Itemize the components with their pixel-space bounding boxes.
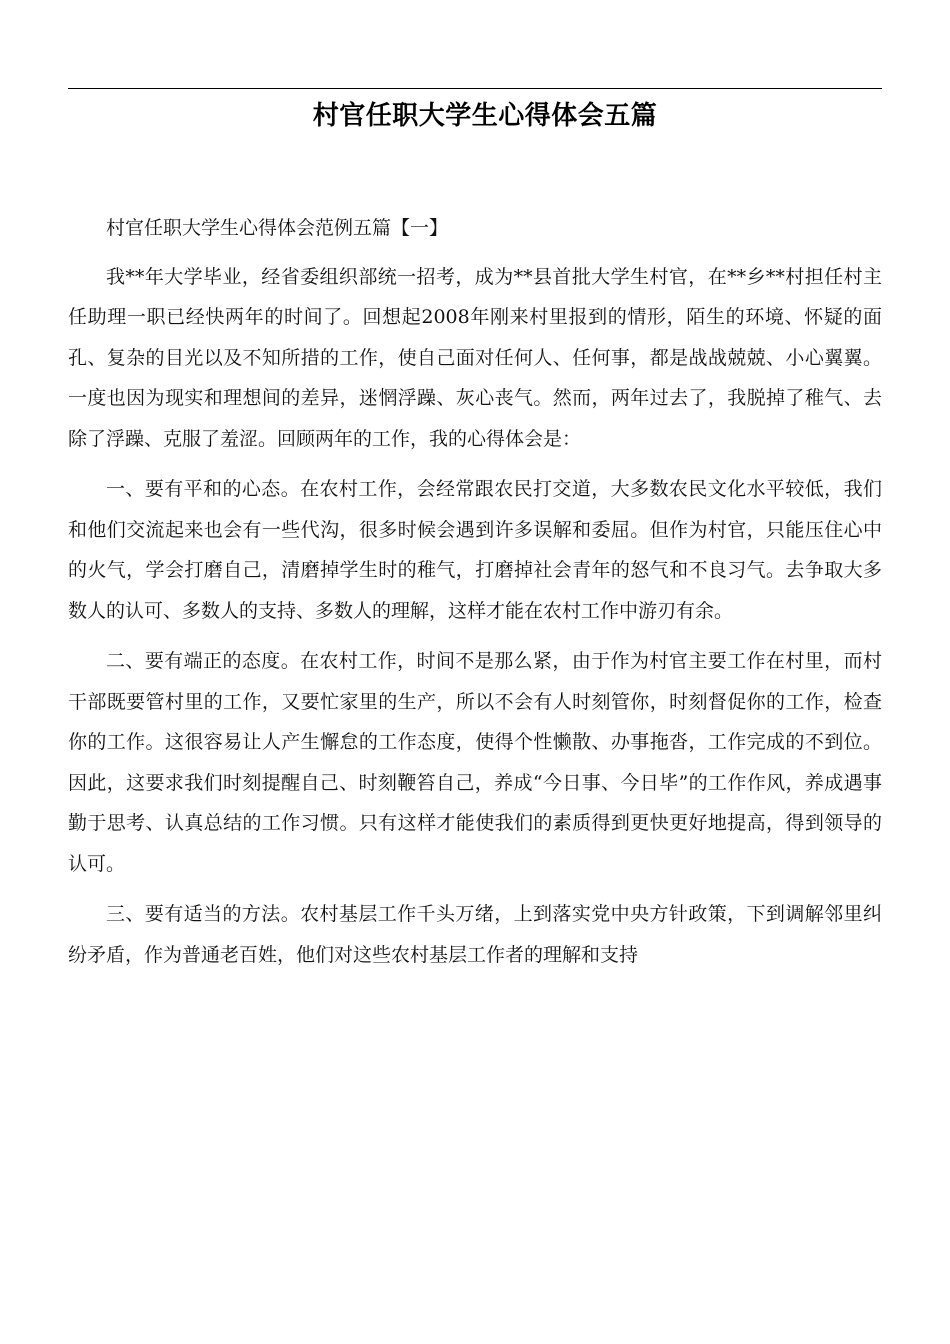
body-paragraph: 三、要有适当的方法。农村基层工作千头万绪，上到落实党中央方针政策，下到调解邻里纠纷矛盾，作为普通老百姓，他们对这些农村基层工作者的理解和支持	[68, 903, 882, 966]
document-body	[68, 208, 882, 985]
section-heading: 村官任职大学生心得体会范例五篇【一】	[106, 217, 449, 239]
document-title: 村官任职大学生心得体会五篇	[312, 101, 658, 131]
body-paragraph: 二、要有端正的态度。在农村工作，时间不是那么紧，由于作为村官主要工作在村里，而村干部既要管村里的工作，又要忙家里的生产，所以不会有人时刻管你，时刻督促你的工作，检查你的工作。这很容易让人产生懈怠的工作态度，使得个性懒散、办事拖沓，工作完成的不到位。因此，这要求我们时刻提醒自己、时刻鞭笞自己，养成“今日事、今日毕”的工作作风，养成遇事勤于思考、认真总结的工作习惯。只有这样才能使我们的素质得到更快更好地提高，得到领导的认可。	[68, 650, 882, 875]
body-paragraph: 我**年大学毕业，经省委组织部统一招考，成为**县首批大学生村官，在**乡**村担任村主任助理一职已经快两年的时间了。回想起2008年刚来村里报到的情形，陌生的环境、怀疑的面孔、复杂的目光以及不知所措的工作，使自己面对任何人、任何事，都是战战兢兢、小心翼翼。一度也因为现实和理想间的差异，迷惘浮躁、灰心丧气。然而，两年过去了，我脱掉了稚气、去除了浮躁、克服了羞涩。回顾两年的工作，我的心得体会是：	[68, 265, 882, 450]
body-paragraph: 一、要有平和的心态。在农村工作，会经常跟农民打交道，大多数农民文化水平较低，我们和他们交流起来也会有一些代沟，很多时候会遇到许多误解和委屈。但作为村官，只能压住心中的火气，学会打磨自己，清磨掉学生时的稚气，打磨掉社会青年的怒气和不良习气。去争取大多数人的认可、多数人的支持、多数人的理解，这样才能在农村工作中游刃有余。	[68, 478, 882, 622]
header-rule	[68, 88, 882, 89]
